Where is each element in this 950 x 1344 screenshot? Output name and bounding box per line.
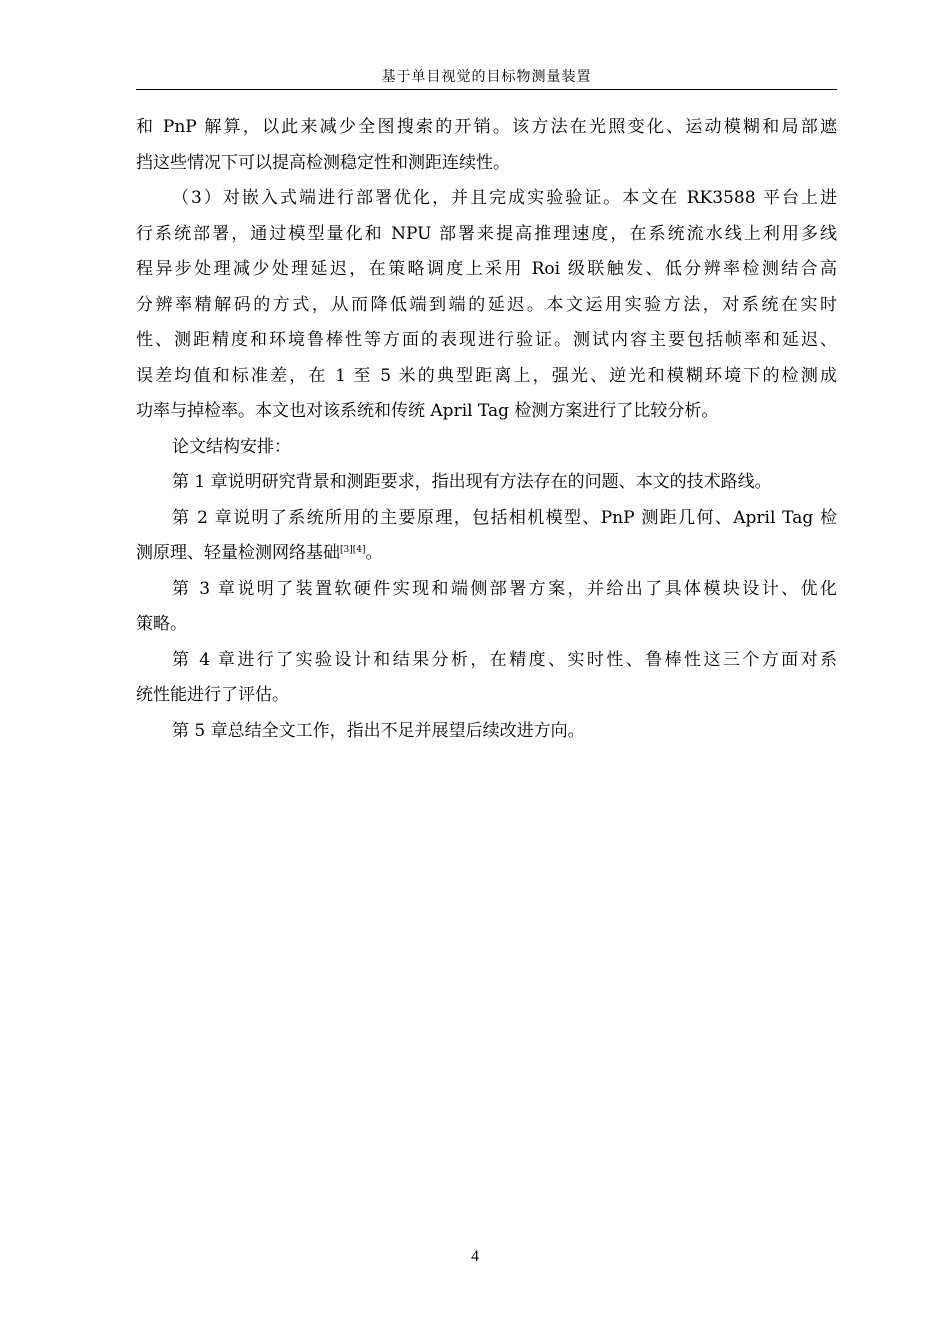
text-line: 性、测距精度和环境鲁棒性等方面的表现进行验证。测试内容主要包括帧率和延迟、	[136, 330, 837, 350]
text-line: 统性能进行了评估。	[136, 685, 289, 705]
text-line: 第 3 章说明了装置软硬件实现和端侧部署方案，并给出了具体模块设计、优化	[172, 578, 837, 599]
text-line: 程异步处理减少处理延迟，在策略调度上采用 Roi 级联触发、低分辨率检测结合高	[136, 259, 837, 279]
text-line: 论文结构安排：	[172, 436, 291, 457]
text-line: 误差均值和标准差，在 1 至 5 米的典型距离上，强光、逆光和模糊环境下的检测成	[136, 365, 837, 386]
text-fragment: 。	[365, 543, 383, 563]
citation-ref: [3][4]	[340, 545, 366, 555]
running-header: 基于单目视觉的目标物测量装置	[381, 69, 592, 85]
text-line: 第 2 章说明了系统所用的主要原理，包括相机模型、PnP 测距几何、April Tag 检	[172, 507, 837, 528]
text-line-with-citation	[136, 536, 837, 572]
text-line: 策略。	[136, 614, 187, 634]
page-number: 4	[471, 1248, 479, 1265]
text-line: 功率与掉检率。本文也对该系统和传统 April Tag 检测方案进行了比较分析。	[136, 401, 719, 421]
text-line: 第 5 章总结全文工作，指出不足并展望后续改进方向。	[172, 720, 585, 741]
text-fragment: 测原理、轻量检测网络基础	[136, 543, 340, 563]
header-rule	[136, 89, 837, 90]
text-line: 和 PnP 解算，以此来减少全图搜索的开销。该方法在光照变化、运动模糊和局部遮	[136, 117, 837, 137]
text-line: （3）对嵌入式端进行部署优化，并且完成实验验证。本文在 RK3588 平台上进	[172, 188, 837, 208]
text-line: 第 1 章说明研究背景和测距要求，指出现有方法存在的问题、本文的技术路线。	[172, 472, 772, 492]
body-text	[136, 110, 837, 749]
text-line: 挡这些情况下可以提高检测稳定性和测距连续性。	[136, 152, 510, 173]
text-line: 行系统部署，通过模型量化和 NPU 部署来提高推理速度，在系统流水线上利用多线	[136, 223, 837, 244]
text-line: 第 4 章进行了实验设计和结果分析，在精度、实时性、鲁棒性这三个方面对系	[172, 649, 837, 670]
text-line: 分辨率精解码的方式，从而降低端到端的延迟。本文运用实验方法，对系统在实时	[136, 294, 837, 315]
